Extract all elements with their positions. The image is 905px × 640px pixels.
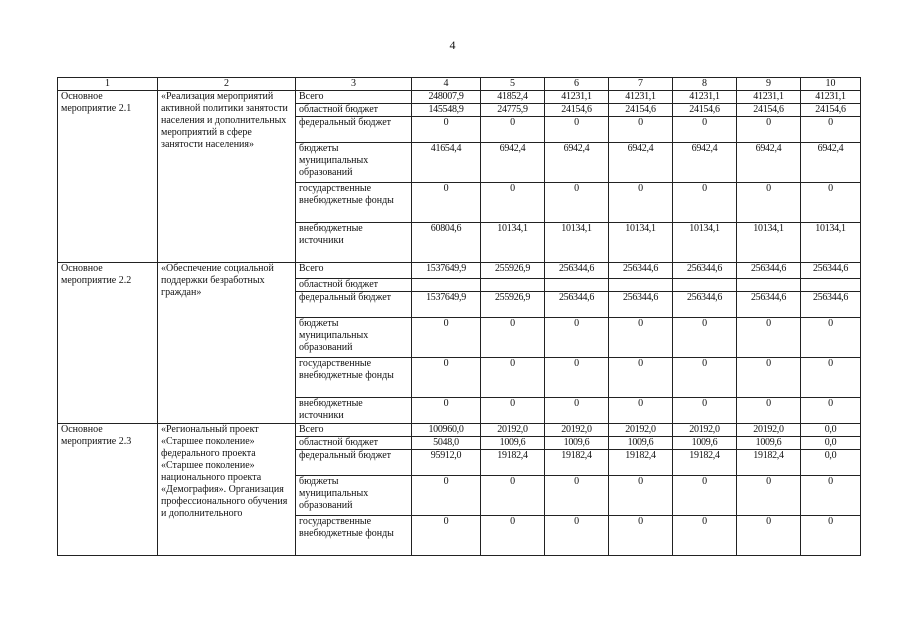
funding-source-cell: федеральный бюджет — [296, 292, 412, 318]
value-cell: 5048,0 — [412, 437, 481, 450]
value-cell: 10134,1 — [801, 223, 861, 263]
value-cell: 10134,1 — [481, 223, 545, 263]
value-cell — [481, 279, 545, 292]
value-cell: 0 — [609, 516, 673, 556]
value-cell: 41852,4 — [481, 91, 545, 104]
value-cell: 0 — [673, 516, 737, 556]
value-cell: 1009,6 — [673, 437, 737, 450]
value-cell: 145548,9 — [412, 104, 481, 117]
value-cell: 0 — [737, 398, 801, 424]
value-cell: 256344,6 — [609, 263, 673, 279]
value-cell: 0 — [673, 476, 737, 516]
value-cell: 255926,9 — [481, 263, 545, 279]
funding-source-cell: Всего — [296, 91, 412, 104]
measure-cell: Основное мероприятие 2.1 — [58, 91, 158, 263]
header-cell: 7 — [609, 78, 673, 91]
value-cell: 10134,1 — [609, 223, 673, 263]
value-cell: 6942,4 — [737, 143, 801, 183]
header-cell: 2 — [158, 78, 296, 91]
value-cell: 0 — [801, 183, 861, 223]
value-cell: 24154,6 — [545, 104, 609, 117]
value-cell: 19182,4 — [545, 450, 609, 476]
funding-source-cell: внебюджетные источники — [296, 223, 412, 263]
value-cell: 0 — [673, 117, 737, 143]
value-cell: 41654,4 — [412, 143, 481, 183]
page-number: 4 — [449, 38, 456, 52]
budget-table — [57, 77, 861, 556]
value-cell: 24154,6 — [609, 104, 673, 117]
value-cell: 0 — [609, 117, 673, 143]
value-cell: 20192,0 — [481, 424, 545, 437]
value-cell: 0 — [412, 183, 481, 223]
value-cell: 0 — [801, 398, 861, 424]
funding-source-cell: государственные внебюджетные фонды — [296, 358, 412, 398]
value-cell: 0 — [545, 516, 609, 556]
value-cell: 1009,6 — [545, 437, 609, 450]
value-cell: 255926,9 — [481, 292, 545, 318]
value-cell — [673, 279, 737, 292]
header-cell: 8 — [673, 78, 737, 91]
value-cell: 256344,6 — [545, 292, 609, 318]
value-cell: 1009,6 — [737, 437, 801, 450]
measure-cell: Основное мероприятие 2.2 — [58, 263, 158, 424]
value-cell: 0 — [481, 183, 545, 223]
value-cell: 19182,4 — [609, 450, 673, 476]
funding-source-cell: государственные внебюджетные фонды — [296, 183, 412, 223]
funding-source-cell: бюджеты муниципальных образований — [296, 318, 412, 358]
value-cell: 41231,1 — [673, 91, 737, 104]
measure-title-cell: «Региональный проект «Старшее поколение» федерального проекта «Старшее поколение» национального проекта «Демография». Организация профессионального обучения и дополнительного — [158, 424, 296, 556]
value-cell: 0 — [801, 476, 861, 516]
value-cell: 0 — [737, 516, 801, 556]
value-cell: 41231,1 — [801, 91, 861, 104]
value-cell: 0 — [609, 398, 673, 424]
value-cell: 19182,4 — [737, 450, 801, 476]
value-cell: 0 — [545, 117, 609, 143]
value-cell: 0 — [673, 398, 737, 424]
value-cell: 41231,1 — [737, 91, 801, 104]
value-cell: 0 — [609, 318, 673, 358]
value-cell: 0 — [412, 358, 481, 398]
funding-source-cell: государственные внебюджетные фонды — [296, 516, 412, 556]
table-row — [58, 424, 861, 437]
value-cell: 0 — [412, 117, 481, 143]
header-cell: 1 — [58, 78, 158, 91]
value-cell — [412, 279, 481, 292]
value-cell: 24154,6 — [673, 104, 737, 117]
value-cell: 24775,9 — [481, 104, 545, 117]
value-cell: 0 — [673, 358, 737, 398]
table-row — [58, 91, 861, 104]
value-cell: 19182,4 — [481, 450, 545, 476]
value-cell: 256344,6 — [737, 292, 801, 318]
value-cell: 20192,0 — [737, 424, 801, 437]
value-cell: 0 — [609, 476, 673, 516]
value-cell: 0 — [481, 476, 545, 516]
header-cell: 3 — [296, 78, 412, 91]
value-cell: 6942,4 — [481, 143, 545, 183]
funding-source-cell: федеральный бюджет — [296, 450, 412, 476]
value-cell: 0 — [412, 398, 481, 424]
value-cell: 256344,6 — [673, 292, 737, 318]
value-cell: 10134,1 — [673, 223, 737, 263]
funding-source-cell: федеральный бюджет — [296, 117, 412, 143]
value-cell: 100960,0 — [412, 424, 481, 437]
value-cell: 0,0 — [801, 424, 861, 437]
header-cell: 5 — [481, 78, 545, 91]
funding-source-cell: областной бюджет — [296, 279, 412, 292]
value-cell: 0 — [545, 476, 609, 516]
value-cell: 0 — [545, 318, 609, 358]
value-cell: 6942,4 — [801, 143, 861, 183]
header-cell: 4 — [412, 78, 481, 91]
value-cell: 10134,1 — [737, 223, 801, 263]
value-cell: 0,0 — [801, 437, 861, 450]
value-cell: 0 — [412, 318, 481, 358]
table-row — [58, 263, 861, 279]
value-cell: 0 — [481, 318, 545, 358]
funding-source-cell: Всего — [296, 424, 412, 437]
value-cell: 41231,1 — [609, 91, 673, 104]
value-cell: 0 — [737, 476, 801, 516]
value-cell: 0 — [737, 358, 801, 398]
value-cell: 0 — [545, 183, 609, 223]
value-cell: 20192,0 — [673, 424, 737, 437]
header-cell: 6 — [545, 78, 609, 91]
value-cell: 1009,6 — [481, 437, 545, 450]
value-cell: 0 — [481, 398, 545, 424]
value-cell: 1009,6 — [609, 437, 673, 450]
value-cell: 95912,0 — [412, 450, 481, 476]
header-cell: 10 — [801, 78, 861, 91]
value-cell: 19182,4 — [673, 450, 737, 476]
value-cell: 0 — [801, 117, 861, 143]
value-cell: 0 — [801, 516, 861, 556]
value-cell: 20192,0 — [545, 424, 609, 437]
value-cell: 0 — [412, 476, 481, 516]
value-cell: 24154,6 — [737, 104, 801, 117]
measure-title-cell: «Обеспечение социальной поддержки безработных граждан» — [158, 263, 296, 424]
value-cell: 0,0 — [801, 450, 861, 476]
value-cell: 256344,6 — [545, 263, 609, 279]
value-cell — [545, 279, 609, 292]
value-cell: 256344,6 — [801, 263, 861, 279]
value-cell — [801, 279, 861, 292]
header-row — [58, 78, 861, 91]
value-cell: 1537649,9 — [412, 263, 481, 279]
value-cell: 256344,6 — [801, 292, 861, 318]
value-cell: 0 — [737, 117, 801, 143]
value-cell: 0 — [673, 183, 737, 223]
value-cell: 1537649,9 — [412, 292, 481, 318]
measure-title-cell: «Реализация мероприятий активной политики занятости населения и дополнительных мероприятий в сфере занятости населения» — [158, 91, 296, 263]
value-cell: 6942,4 — [673, 143, 737, 183]
value-cell — [609, 279, 673, 292]
value-cell: 0 — [481, 516, 545, 556]
funding-source-cell: областной бюджет — [296, 437, 412, 450]
value-cell: 0 — [801, 358, 861, 398]
funding-source-cell: внебюджетные источники — [296, 398, 412, 424]
funding-source-cell: Всего — [296, 263, 412, 279]
value-cell: 24154,6 — [801, 104, 861, 117]
funding-source-cell: бюджеты муниципальных образований — [296, 476, 412, 516]
value-cell: 0 — [801, 318, 861, 358]
value-cell: 0 — [737, 318, 801, 358]
value-cell: 0 — [737, 183, 801, 223]
value-cell: 248007,9 — [412, 91, 481, 104]
value-cell: 6942,4 — [609, 143, 673, 183]
value-cell: 0 — [412, 516, 481, 556]
value-cell: 256344,6 — [609, 292, 673, 318]
value-cell: 0 — [545, 398, 609, 424]
measure-cell: Основное мероприятие 2.3 — [58, 424, 158, 556]
value-cell: 0 — [545, 358, 609, 398]
value-cell: 20192,0 — [609, 424, 673, 437]
value-cell: 10134,1 — [545, 223, 609, 263]
value-cell: 0 — [481, 358, 545, 398]
value-cell: 41231,1 — [545, 91, 609, 104]
value-cell: 0 — [609, 183, 673, 223]
value-cell: 0 — [481, 117, 545, 143]
value-cell — [737, 279, 801, 292]
value-cell: 60804,6 — [412, 223, 481, 263]
value-cell: 256344,6 — [673, 263, 737, 279]
value-cell: 0 — [609, 358, 673, 398]
value-cell: 6942,4 — [545, 143, 609, 183]
header-cell: 9 — [737, 78, 801, 91]
funding-source-cell: областной бюджет — [296, 104, 412, 117]
funding-source-cell: бюджеты муниципальных образований — [296, 143, 412, 183]
value-cell: 256344,6 — [737, 263, 801, 279]
value-cell: 0 — [673, 318, 737, 358]
